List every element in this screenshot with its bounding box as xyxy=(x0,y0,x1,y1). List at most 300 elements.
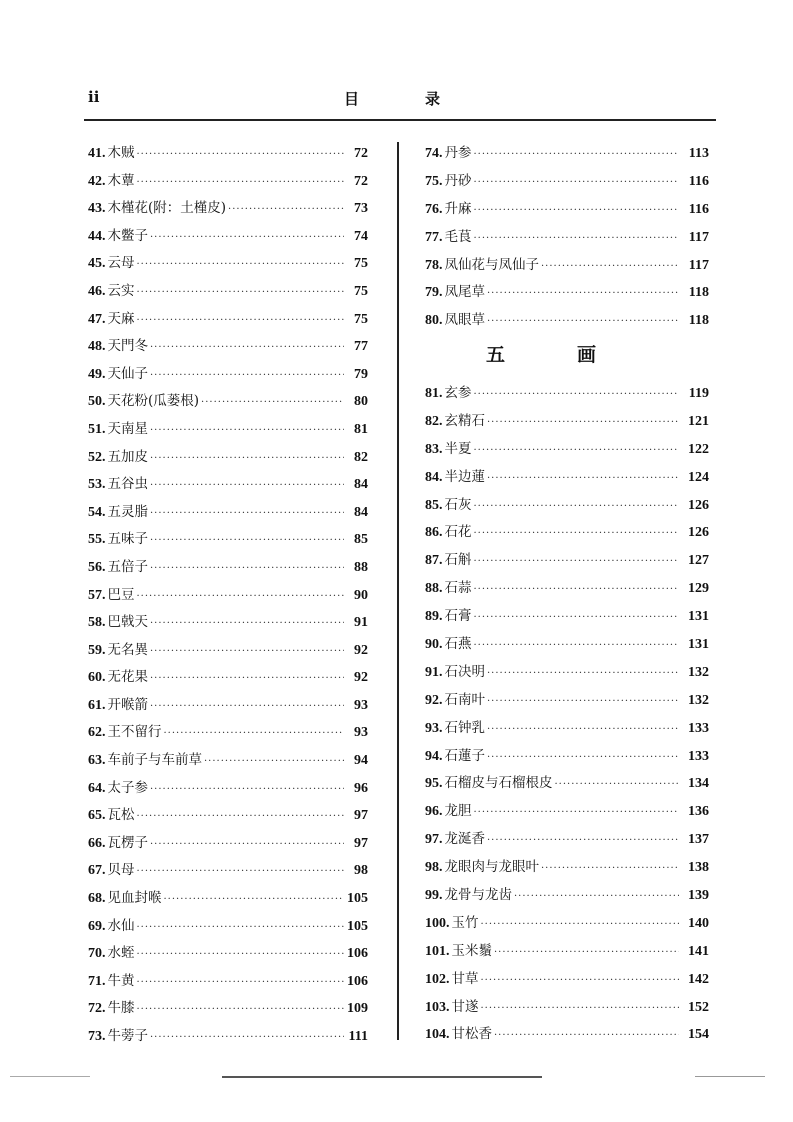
entry-title: 玄参 xyxy=(444,385,472,401)
dot-leader xyxy=(150,784,344,795)
entry-number: 72. xyxy=(88,1001,106,1017)
entry-number: 43. xyxy=(88,201,106,217)
entry-title: 无名異 xyxy=(107,641,148,658)
header-title-right: 录 xyxy=(425,90,441,108)
entry-number: 51. xyxy=(88,421,106,437)
toc-entry xyxy=(425,280,709,308)
toc-entry xyxy=(425,660,709,688)
entry-title: 五倍子 xyxy=(107,558,148,575)
entry-number: 85. xyxy=(425,497,443,513)
entry-number: 74. xyxy=(425,146,443,161)
entry-title: 天南星 xyxy=(107,420,148,437)
entry-number: 68. xyxy=(88,891,106,907)
entry-number: 96. xyxy=(425,804,443,820)
entry-page: 75 xyxy=(354,256,368,272)
entry-title: 牛蒡子 xyxy=(107,1028,148,1044)
entry-number: 80. xyxy=(425,313,443,329)
toc-entry xyxy=(88,279,368,307)
dot-leader xyxy=(487,752,679,763)
toc-entry xyxy=(88,251,368,279)
dot-leader xyxy=(228,204,344,215)
toc-entry xyxy=(88,886,368,914)
dot-leader xyxy=(474,528,680,539)
entry-title: 王不留行 xyxy=(107,724,162,741)
toc-entry xyxy=(88,610,368,638)
toc-entry xyxy=(425,548,709,576)
toc-entry xyxy=(425,883,709,911)
dot-leader xyxy=(494,1030,679,1041)
section-heading xyxy=(486,340,596,367)
entry-page: 136 xyxy=(688,804,709,820)
entry-page: 116 xyxy=(688,201,709,217)
entry-number: 48. xyxy=(88,339,106,355)
entry-title: 见血封喉 xyxy=(107,890,162,907)
entry-number: 75. xyxy=(425,173,443,189)
entry-page: 96 xyxy=(354,780,368,796)
entry-page: 132 xyxy=(688,664,709,680)
entry-number: 94. xyxy=(425,748,443,764)
entry-number: 69. xyxy=(88,918,106,934)
entry-number: 67. xyxy=(88,863,106,879)
entry-title: 巴戟天 xyxy=(107,614,148,631)
entry-title: 木贼 xyxy=(107,145,135,161)
entry-page: 132 xyxy=(688,692,709,708)
entry-title: 水蛭 xyxy=(107,945,135,962)
dot-leader xyxy=(137,259,345,270)
header-rule xyxy=(84,119,716,121)
toc-entry xyxy=(425,381,709,409)
entry-page: 131 xyxy=(688,637,709,653)
dot-leader xyxy=(150,342,344,353)
toc-entry xyxy=(425,632,709,660)
toc-entry xyxy=(425,465,709,493)
entry-page: 152 xyxy=(688,999,709,1015)
toc-entry xyxy=(425,1022,709,1050)
entry-page: 126 xyxy=(688,497,709,513)
entry-number: 97. xyxy=(425,832,443,848)
entry-page: 133 xyxy=(688,748,709,764)
entry-page: 124 xyxy=(688,469,709,485)
toc-entry xyxy=(425,939,709,967)
toc-entry xyxy=(425,493,709,521)
entry-page: 91 xyxy=(354,615,368,631)
entry-number: 89. xyxy=(425,609,443,625)
scan-artifact xyxy=(695,1076,765,1077)
entry-title: 云母 xyxy=(107,255,135,272)
entry-page: 73 xyxy=(354,201,368,217)
entry-page: 141 xyxy=(688,943,709,959)
entry-number: 58. xyxy=(88,615,106,631)
toc-entry xyxy=(425,253,709,281)
entry-number: 66. xyxy=(88,835,106,851)
toc-entry xyxy=(88,693,368,721)
entry-title: 五味子 xyxy=(107,531,148,548)
toc-entry xyxy=(88,169,368,197)
entry-number: 103. xyxy=(425,999,450,1015)
entry-title: 牛膝 xyxy=(107,1000,135,1017)
entry-title: 石膏 xyxy=(444,608,472,625)
entry-page: 119 xyxy=(688,386,709,401)
dot-leader xyxy=(150,618,344,629)
toc-entry xyxy=(88,583,368,611)
entry-title: 天麻 xyxy=(107,310,135,327)
entry-number: 42. xyxy=(88,173,106,189)
column-divider xyxy=(397,142,399,1040)
entry-number: 91. xyxy=(425,664,443,680)
entry-title: 石花 xyxy=(444,524,472,541)
dot-leader xyxy=(474,149,680,160)
entry-page: 131 xyxy=(688,609,709,625)
toc-entry xyxy=(425,771,709,799)
dot-leader xyxy=(474,584,680,595)
entry-number: 61. xyxy=(88,697,106,713)
dot-leader xyxy=(481,975,680,986)
entry-number: 78. xyxy=(425,257,443,273)
toc-entry xyxy=(88,720,368,748)
toc-entry xyxy=(425,827,709,855)
entry-title: 五灵脂 xyxy=(107,503,148,520)
toc-entry xyxy=(88,776,368,804)
dot-leader xyxy=(481,1003,680,1014)
dot-leader xyxy=(487,696,679,707)
toc-entry xyxy=(425,225,709,253)
entry-page: 129 xyxy=(688,581,709,597)
toc-entry xyxy=(88,858,368,886)
entry-page: 118 xyxy=(688,313,709,329)
entry-title: 石南叶 xyxy=(444,691,485,708)
dot-leader xyxy=(555,779,680,790)
entry-title: 龙涎香 xyxy=(444,831,485,848)
entry-title: 石蒜 xyxy=(444,580,472,597)
toc-right-column-bottom xyxy=(425,381,709,1050)
entry-page: 85 xyxy=(354,532,368,548)
entry-page: 72 xyxy=(354,173,368,189)
entry-number: 79. xyxy=(425,285,443,301)
entry-number: 104. xyxy=(425,1027,450,1043)
section-heading-left: 五 xyxy=(486,344,506,366)
dot-leader xyxy=(204,756,344,767)
entry-number: 73. xyxy=(88,1029,106,1044)
toc-entry xyxy=(88,472,368,500)
dot-leader xyxy=(487,668,679,679)
entry-number: 88. xyxy=(425,581,443,597)
entry-title: 毛茛 xyxy=(444,228,472,245)
entry-title: 半夏 xyxy=(444,440,472,457)
toc-entry xyxy=(425,409,709,437)
entry-page: 105 xyxy=(347,891,368,907)
entry-page: 111 xyxy=(348,1029,368,1044)
entry-page: 97 xyxy=(354,808,368,824)
entry-page: 154 xyxy=(688,1027,709,1043)
header-title-left: 目 xyxy=(344,90,360,108)
entry-number: 101. xyxy=(425,943,450,959)
entry-number: 60. xyxy=(88,670,106,686)
entry-title: 巴豆 xyxy=(107,586,135,603)
entry-page: 84 xyxy=(354,504,368,520)
entry-page: 79 xyxy=(354,366,368,382)
entry-title: 水仙 xyxy=(107,917,135,934)
entry-page: 90 xyxy=(354,587,368,603)
entry-number: 63. xyxy=(88,753,106,769)
entry-page: 133 xyxy=(688,720,709,736)
entry-page: 134 xyxy=(688,776,709,792)
toc-entry xyxy=(425,688,709,716)
toc-entry xyxy=(88,941,368,969)
entry-page: 118 xyxy=(688,285,709,301)
dot-leader xyxy=(150,563,344,574)
toc-entry xyxy=(88,500,368,528)
toc-entry xyxy=(88,665,368,693)
entry-title: 石蓮子 xyxy=(444,747,485,764)
dot-leader xyxy=(541,261,679,272)
entry-title: 石决明 xyxy=(444,663,485,680)
dot-leader xyxy=(201,397,344,408)
entry-title: 石榴皮与石榴根皮 xyxy=(444,775,553,792)
dot-leader xyxy=(137,149,345,160)
entry-title: 贝母 xyxy=(107,862,135,879)
entry-number: 47. xyxy=(88,311,106,327)
entry-page: 139 xyxy=(688,888,709,904)
dot-leader xyxy=(481,919,680,930)
entry-title: 开喉箭 xyxy=(107,696,148,713)
toc-entry xyxy=(425,967,709,995)
entry-title: 石钟乳 xyxy=(444,719,485,736)
entry-page: 81 xyxy=(354,421,368,437)
toc-entry xyxy=(88,831,368,859)
entry-number: 86. xyxy=(425,525,443,541)
entry-title: 甘松香 xyxy=(451,1026,492,1043)
dot-leader xyxy=(150,1032,344,1043)
dot-leader xyxy=(474,177,680,188)
dot-leader xyxy=(541,863,679,874)
entry-number: 102. xyxy=(425,971,450,987)
entry-number: 62. xyxy=(88,725,106,741)
entry-number: 99. xyxy=(425,888,443,904)
dot-leader xyxy=(487,473,679,484)
entry-number: 64. xyxy=(88,780,106,796)
entry-page: 75 xyxy=(354,311,368,327)
toc-entry xyxy=(88,417,368,445)
entry-number: 81. xyxy=(425,386,443,401)
entry-number: 56. xyxy=(88,559,106,575)
entry-title: 玉米鬚 xyxy=(451,942,492,959)
entry-number: 76. xyxy=(425,201,443,217)
entry-title: 云实 xyxy=(107,282,135,299)
entry-title: 玉竹 xyxy=(451,914,479,931)
entry-title: 龙骨与龙齿 xyxy=(444,887,512,904)
entry-number: 71. xyxy=(88,973,106,989)
toc-entry xyxy=(425,716,709,744)
entry-page: 77 xyxy=(354,339,368,355)
entry-title: 玄精石 xyxy=(444,412,485,429)
dot-leader xyxy=(150,453,344,464)
entry-title: 丹砂 xyxy=(444,172,472,189)
toc-entry xyxy=(425,141,709,169)
toc-entry xyxy=(425,855,709,883)
entry-title: 凤仙花与凤仙子 xyxy=(444,256,539,273)
dot-leader xyxy=(487,316,679,327)
dot-leader xyxy=(150,370,344,381)
toc-entry xyxy=(88,527,368,555)
entry-page: 74 xyxy=(354,228,368,244)
dot-leader xyxy=(150,508,344,519)
toc-entry xyxy=(88,334,368,362)
entry-title: 石燕 xyxy=(444,636,472,653)
entry-number: 54. xyxy=(88,504,106,520)
dot-leader xyxy=(150,425,344,436)
toc-entry xyxy=(88,914,368,942)
entry-title: 升麻 xyxy=(444,200,472,217)
dot-leader xyxy=(137,177,345,188)
entry-title: 龙眼肉与龙眼叶 xyxy=(444,859,539,876)
entry-page: 117 xyxy=(688,257,709,273)
entry-number: 44. xyxy=(88,228,106,244)
dot-leader xyxy=(137,866,345,877)
entry-number: 82. xyxy=(425,413,443,429)
entry-title: 龙胆 xyxy=(444,803,472,820)
toc-entry xyxy=(425,995,709,1023)
dot-leader xyxy=(137,949,345,960)
entry-page: 140 xyxy=(688,915,709,931)
dot-leader xyxy=(474,501,680,512)
dot-leader xyxy=(150,480,344,491)
toc-entry xyxy=(425,437,709,465)
entry-title: 石灰 xyxy=(444,496,472,513)
toc-entry xyxy=(88,196,368,224)
section-heading-right: 画 xyxy=(576,344,596,366)
entry-page: 106 xyxy=(347,973,368,989)
dot-leader xyxy=(164,728,345,739)
dot-leader xyxy=(150,839,344,850)
dot-leader xyxy=(474,640,680,651)
dot-leader xyxy=(487,835,679,846)
dot-leader xyxy=(150,535,344,546)
dot-leader xyxy=(474,445,680,456)
dot-leader xyxy=(164,894,345,905)
entry-number: 46. xyxy=(88,283,106,299)
dot-leader xyxy=(514,891,679,902)
entry-number: 87. xyxy=(425,553,443,569)
entry-number: 49. xyxy=(88,366,106,382)
entry-number: 50. xyxy=(88,394,106,410)
entry-number: 90. xyxy=(425,637,443,653)
toc-entry xyxy=(88,969,368,997)
entry-number: 59. xyxy=(88,642,106,658)
entry-page: 92 xyxy=(354,642,368,658)
entry-title: 天仙子 xyxy=(107,365,148,382)
toc-entry xyxy=(88,389,368,417)
dot-leader xyxy=(137,287,345,298)
dot-leader xyxy=(474,389,680,400)
entry-page: 75 xyxy=(354,283,368,299)
entry-title: 凤眼草 xyxy=(444,312,485,329)
entry-page: 117 xyxy=(688,229,709,245)
toc-entry xyxy=(88,307,368,335)
toc-entry xyxy=(88,803,368,831)
toc-entry xyxy=(425,604,709,632)
entry-page: 106 xyxy=(347,946,368,962)
entry-page: 84 xyxy=(354,477,368,493)
entry-title: 天花粉(瓜蒌根) xyxy=(107,393,200,410)
entry-page: 121 xyxy=(688,413,709,429)
toc-entry xyxy=(425,911,709,939)
dot-leader xyxy=(150,673,344,684)
toc-entry xyxy=(425,744,709,772)
entry-number: 92. xyxy=(425,692,443,708)
toc-entry xyxy=(425,197,709,225)
entry-page: 105 xyxy=(347,918,368,934)
entry-number: 77. xyxy=(425,229,443,245)
entry-page: 109 xyxy=(347,1001,368,1017)
entry-title: 瓦松 xyxy=(107,807,135,824)
dot-leader xyxy=(494,947,679,958)
entry-page: 94 xyxy=(354,753,368,769)
dot-leader xyxy=(137,591,345,602)
entry-page: 80 xyxy=(354,394,368,410)
entry-page: 113 xyxy=(688,146,709,161)
dot-leader xyxy=(487,724,679,735)
entry-number: 93. xyxy=(425,720,443,736)
entry-page: 138 xyxy=(688,860,709,876)
entry-title: 丹参 xyxy=(444,145,472,161)
entry-number: 70. xyxy=(88,946,106,962)
entry-title: 甘草 xyxy=(451,970,479,987)
dot-leader xyxy=(150,646,344,657)
entry-title: 甘遂 xyxy=(451,998,479,1015)
entry-number: 52. xyxy=(88,449,106,465)
entry-number: 53. xyxy=(88,477,106,493)
dot-leader xyxy=(150,701,344,712)
dot-leader xyxy=(487,417,679,428)
toc-entry xyxy=(425,576,709,604)
entry-number: 65. xyxy=(88,808,106,824)
dot-leader xyxy=(474,205,680,216)
toc-entry xyxy=(88,555,368,583)
dot-leader xyxy=(150,232,344,243)
toc-entry xyxy=(88,141,368,169)
entry-number: 55. xyxy=(88,532,106,548)
toc-entry xyxy=(88,1024,368,1052)
entry-title: 五谷虫 xyxy=(107,476,148,493)
entry-page: 137 xyxy=(688,832,709,848)
page-number: ii xyxy=(88,88,100,106)
entry-title: 石斛 xyxy=(444,552,472,569)
entry-title: 木鳖子 xyxy=(107,227,148,244)
entry-page: 98 xyxy=(354,863,368,879)
entry-number: 41. xyxy=(88,146,106,161)
entry-title: 瓦楞子 xyxy=(107,834,148,851)
scan-artifact xyxy=(10,1076,90,1077)
entry-number: 57. xyxy=(88,587,106,603)
entry-title: 车前子与车前草 xyxy=(107,752,202,769)
dot-leader xyxy=(474,233,680,244)
entry-title: 木槿花(附：土槿皮) xyxy=(107,200,227,217)
toc-right-column-top xyxy=(425,141,709,336)
toc-entry xyxy=(425,169,709,197)
toc-entry xyxy=(425,308,709,336)
toc-entry xyxy=(88,638,368,666)
dot-leader xyxy=(137,315,345,326)
dot-leader xyxy=(137,1004,345,1015)
toc-entry xyxy=(88,224,368,252)
entry-page: 92 xyxy=(354,670,368,686)
entry-page: 127 xyxy=(688,553,709,569)
dot-leader xyxy=(137,977,345,988)
entry-page: 142 xyxy=(688,971,709,987)
scan-artifact xyxy=(222,1076,542,1078)
entry-title: 牛黄 xyxy=(107,972,135,989)
entry-page: 93 xyxy=(354,725,368,741)
